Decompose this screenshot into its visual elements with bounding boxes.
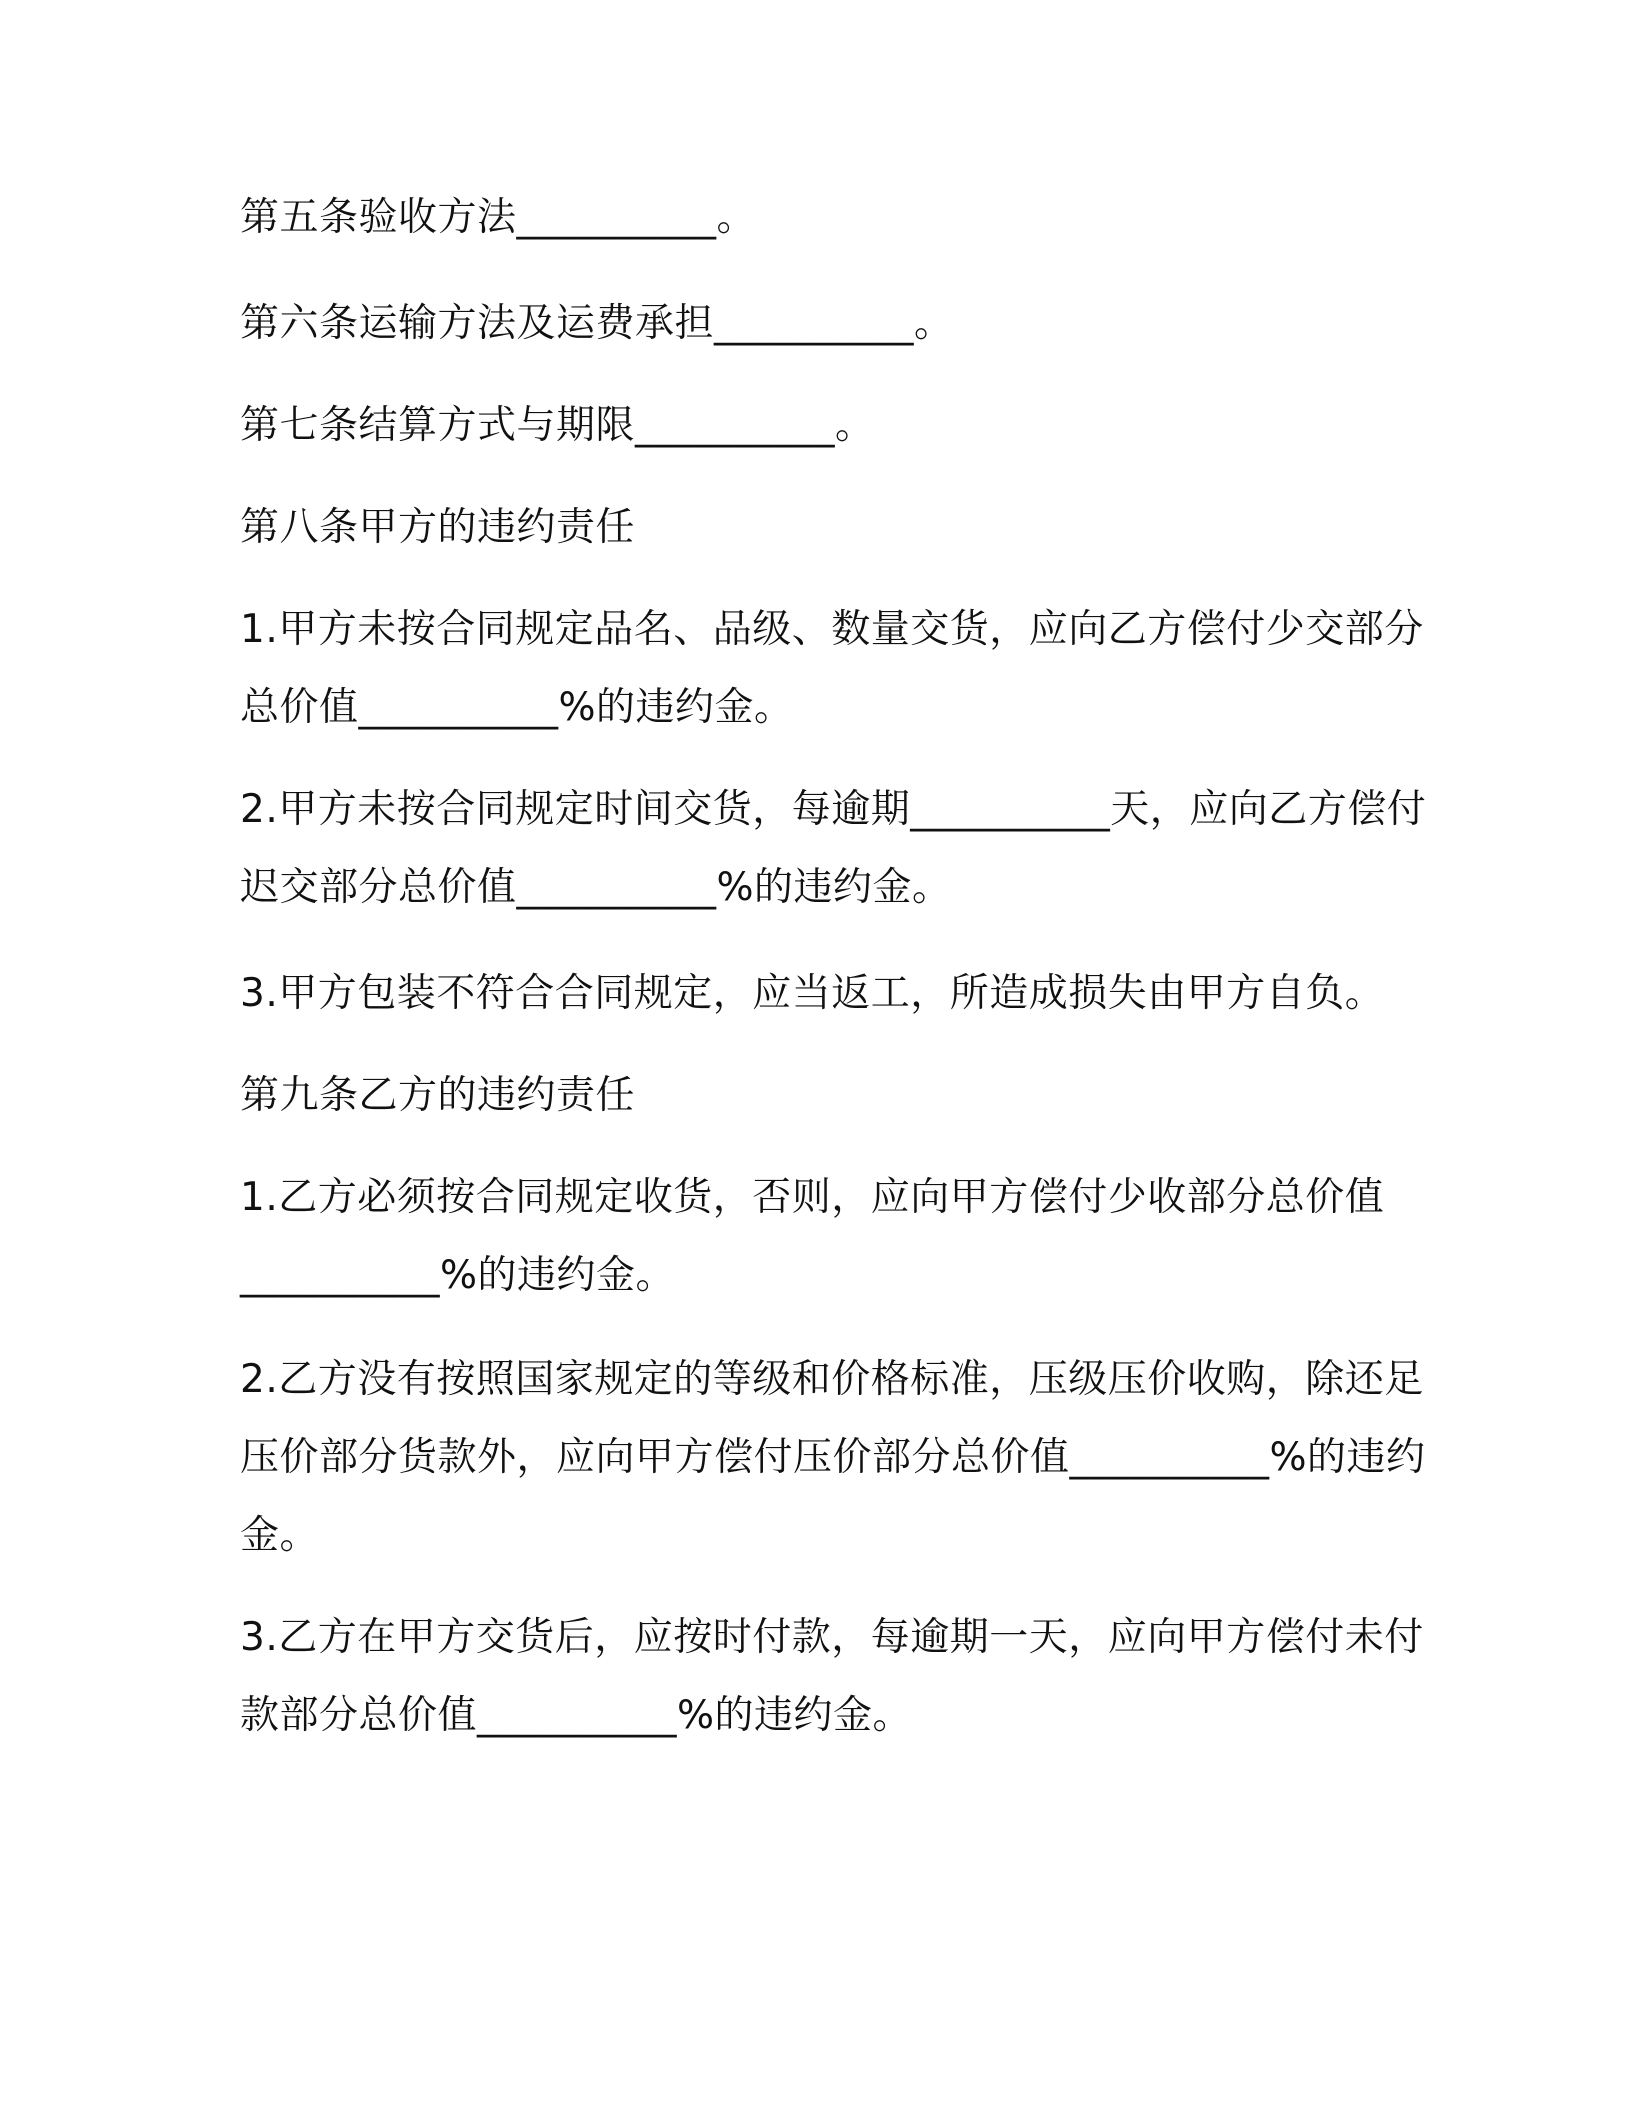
article-5-acceptance-method: 第五条验收方法__________。	[240, 195, 757, 240]
article-9-clause-3-line-1: 3.乙方在甲方交货后，应按时付款，每逾期一天，应向甲方偿付未付	[240, 1615, 1424, 1660]
article-9-clause-3-line-2: 款部分总价值__________%的违约金。	[240, 1693, 913, 1738]
article-8-heading: 第八条甲方的违约责任	[240, 505, 636, 550]
article-8-clause-3: 3.甲方包装不符合合同规定，应当返工，所造成损失由甲方自负。	[240, 971, 1385, 1016]
article-9-clause-2-line-3: 金。	[240, 1513, 320, 1558]
article-8-clause-2-line-2: 迟交部分总价值__________%的违约金。	[240, 865, 952, 910]
article-8-clause-2-line-1: 2.甲方未按合同规定时间交货，每逾期__________天，应向乙方偿付	[240, 787, 1427, 832]
article-9-clause-1-line-1: 1.乙方必须按合同规定收货，否则，应向甲方偿付少收部分总价值	[240, 1175, 1385, 1220]
article-9-heading: 第九条乙方的违约责任	[240, 1073, 636, 1118]
article-6-transport-method: 第六条运输方法及运费承担__________。	[240, 301, 954, 346]
article-9-clause-2-line-1: 2.乙方没有按照国家规定的等级和价格标准，压级压价收购，除还足	[240, 1357, 1424, 1402]
article-8-clause-1-line-1: 1.甲方未按合同规定品名、品级、数量交货，应向乙方偿付少交部分	[240, 607, 1424, 652]
article-8-clause-1-line-2: 总价值__________%的违约金。	[240, 685, 794, 730]
article-9-clause-2-line-2: 压价部分货款外，应向甲方偿付压价部分总价值__________%的违约	[240, 1435, 1426, 1480]
article-9-clause-1-line-2: __________%的违约金。	[240, 1253, 676, 1298]
article-7-settlement-terms: 第七条结算方式与期限__________。	[240, 403, 875, 448]
